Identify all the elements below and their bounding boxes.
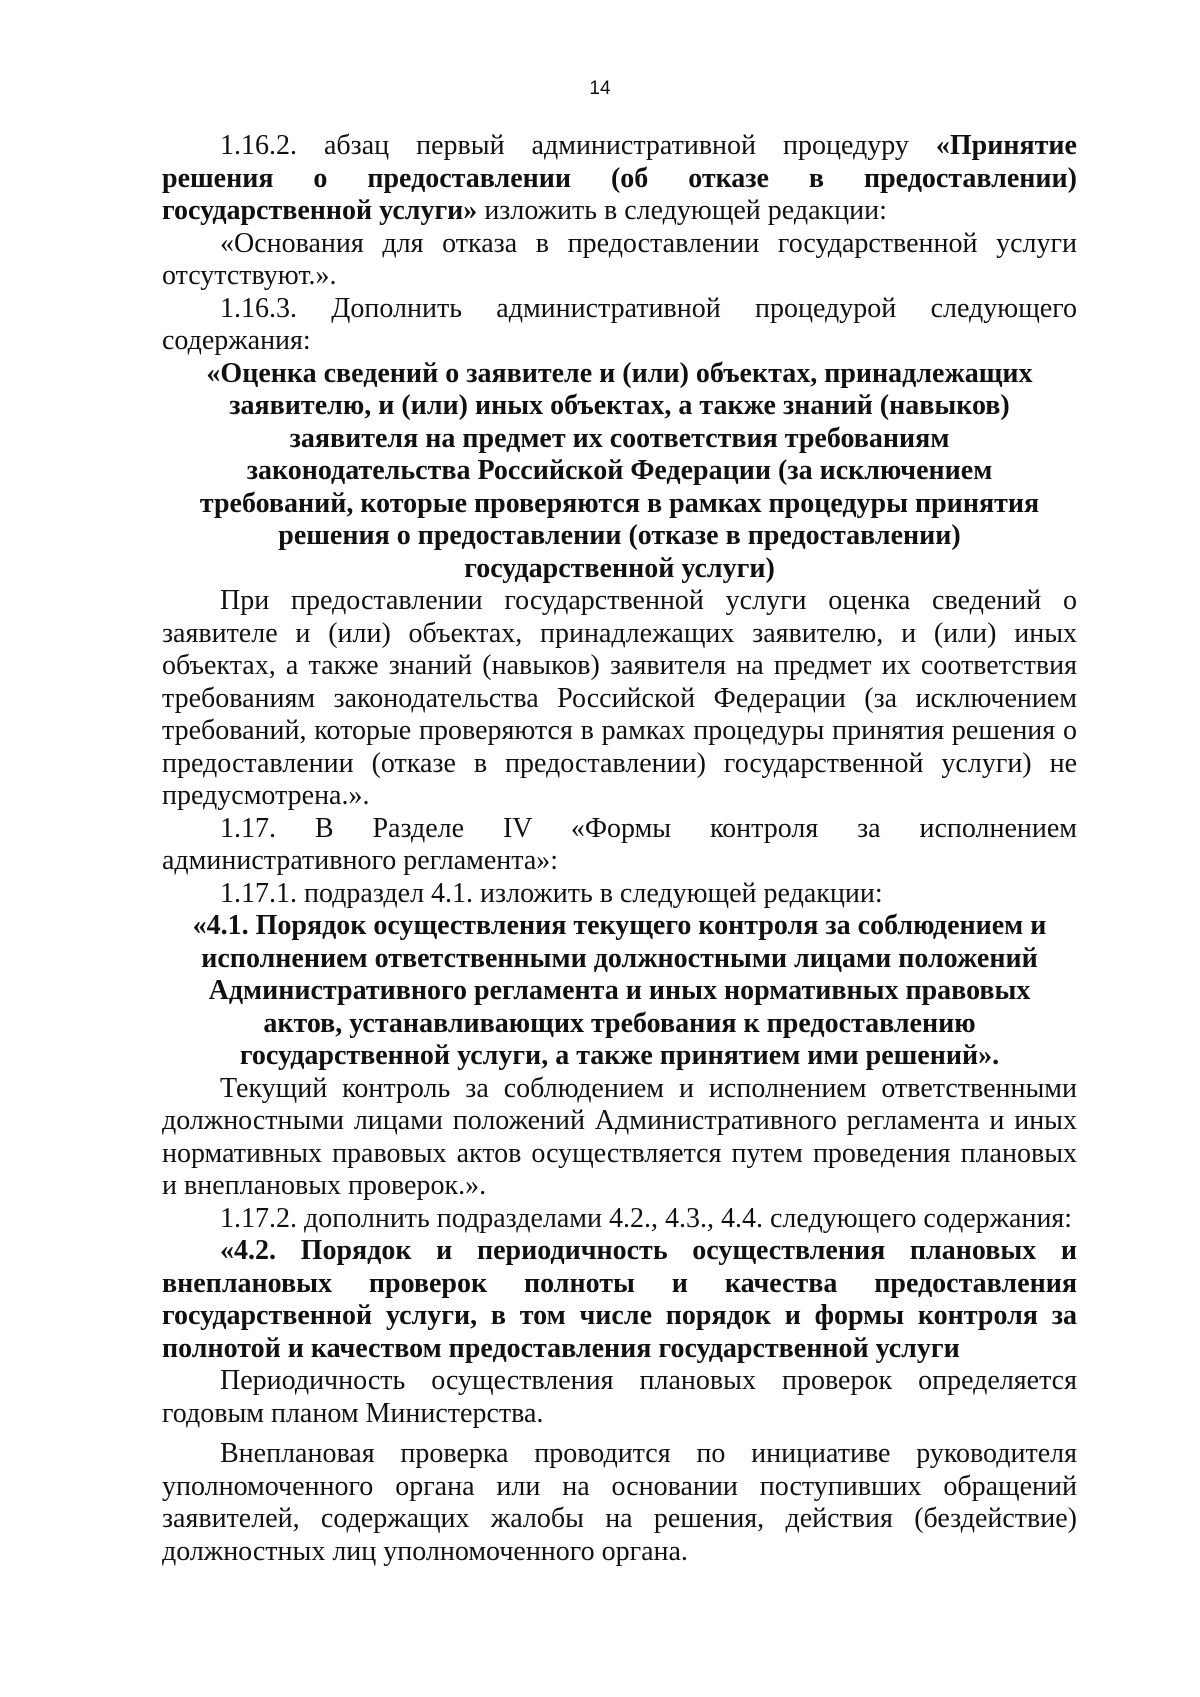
paragraph-grounds: «Основания для отказа в предоставлении государственной услуги отсутствуют.». [162,227,1077,291]
paragraph-assessment: При предоставлении государственной услуги оценка сведений о заявителе и (или) объектах, принадлежащих заявителю, и (или) иных объектах, а также знаний (навыков) заявителя на предмет их соответствия требованиям законодательства Российской Федерации (за исключением требований, которые проверяются в рамках процедуры принятия решения о предоставлении (отказе в предоставлении) государственной услуги) не предусмотрена.». [162,585,1077,811]
paragraph-1-17: 1.17. В Разделе IV «Формы контроля за исполнением административного регламента»: [162,812,1077,876]
page-number: 14 [589,78,611,99]
paragraph-current-control: Текущий контроль за соблюдением и исполнением ответственными должностными лицами положений Административного регламента и иных нормативных правовых актов осуществляется путем проведения плановых и внеплановых проверок.». [162,1072,1077,1201]
clause-number: 1.16.2. [220,130,297,161]
paragraph-periodicity: Периодичность осуществления плановых проверок определяется годовым планом Министерства. [162,1365,1077,1429]
document-body [162,130,1077,1568]
heading-4-2: «4.2. Порядок и периодичность осуществления плановых и внеплановых проверок полноты и качества предоставления государственной услуги, в том числе порядок и формы контроля за полнотой и качеством предоставления государственной услуги [162,1235,1077,1364]
paragraph-1-16-3: 1.16.3. Дополнить административной процедурой следующего содержания: [162,292,1077,356]
paragraph-1-17-1: 1.17.1. подраздел 4.1. изложить в следующей редакции: [220,877,883,909]
paragraph-1-17-2: 1.17.2. дополнить подразделами 4.2., 4.3., 4.4. следующего содержания: [220,1202,1073,1234]
paragraph-unplanned-check: Внеплановая проверка проводится по инициативе руководителя уполномоченного органа или на основании поступивших обращений заявителей, содержащих жалобы на решения, действия (бездействие) должностных лиц уполномоченного органа. [162,1438,1077,1567]
paragraph-1-16-2: 1.16.2. абзац первый административной процедуру «Принятие решения о предоставлении (об отказе в предоставлении) государственной услуги» изложить в следующей редакции: [162,130,1077,226]
procedure-title: «Принятие решения о предоставлении (об отказе в предоставлении) государственной услуги» [162,130,1077,226]
heading-assessment: «Оценка сведений о заявителе и (или) объектах, принадлежащих заявителю, и (или) иных объектах, а также знаний (навыков) заявителя на предмет их соответствия требованиям законодательства Российской Федерации (за исключением требований, которые проверяются в рамках процедуры принятия решения о предоставлении (отказе в предоставлении) государственной услуги) [199,357,1040,584]
heading-4-1: «4.1. Порядок осуществления текущего контроля за соблюдением и исполнением ответственными должностными лицами положений Административного регламента и иных нормативных правовых актов, устанавливающих требования к предоставлению государственной услуги, а также принятием ими решений». [192,910,1047,1071]
